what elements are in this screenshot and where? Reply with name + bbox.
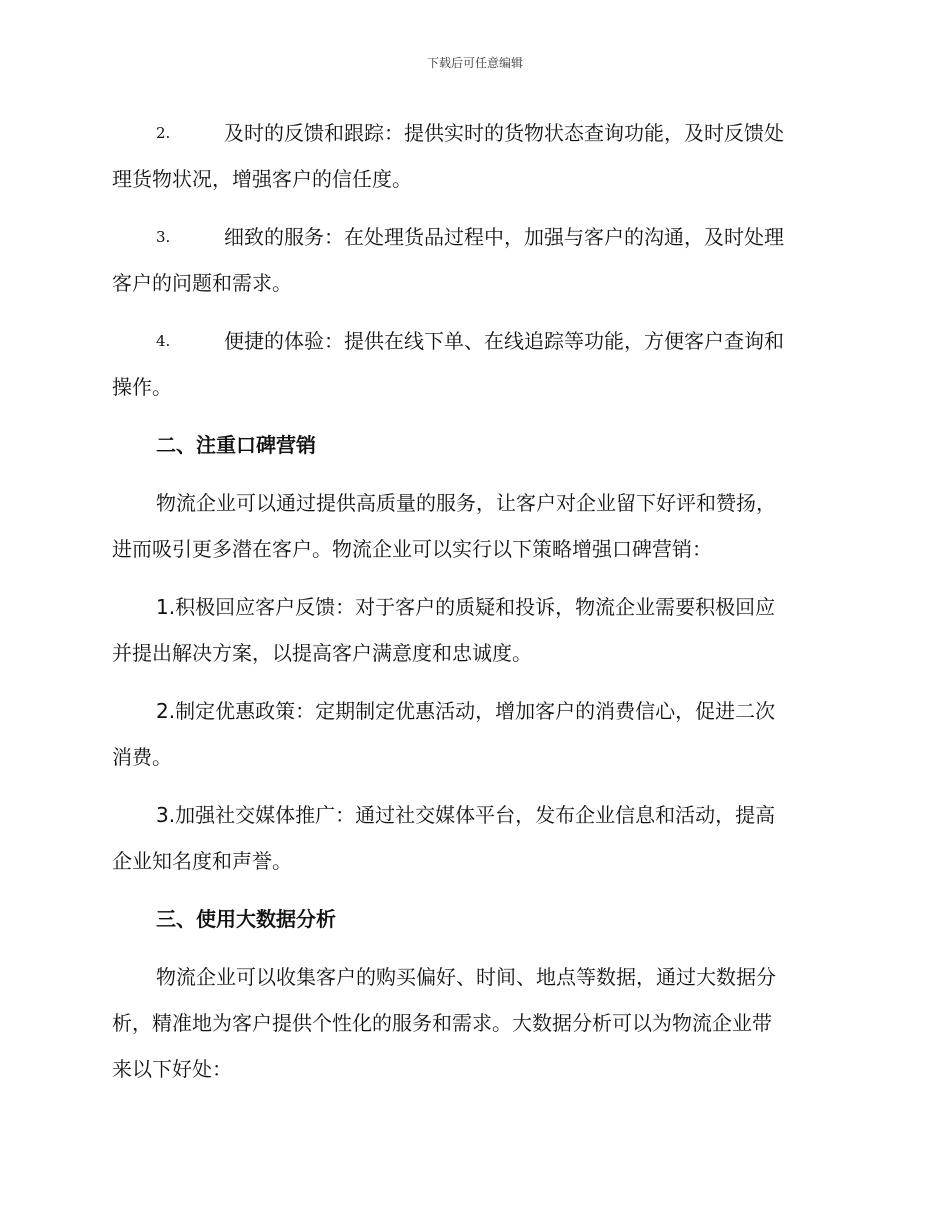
paragraph-line: 2.制定优惠政策：定期制定优惠活动，增加客户的消费信心，促进二次 bbox=[156, 699, 776, 723]
strategy-item bbox=[112, 584, 834, 676]
paragraph-line: 析，精准地为客户提供个性化的服务和需求。大数据分析可以为物流企业带 bbox=[112, 1011, 772, 1035]
item-number: 4. bbox=[156, 332, 171, 350]
section-intro bbox=[112, 954, 834, 1092]
paragraph-line: 并提出解决方案，以提高客户满意度和忠诚度。 bbox=[112, 641, 532, 665]
paragraph-line: 3.加强社交媒体推广：通过社交媒体平台，发布企业信息和活动，提高 bbox=[156, 803, 776, 827]
numbered-item bbox=[112, 110, 834, 202]
item-text-line1: 及时的反馈和跟踪：提供实时的货物状态查询功能，及时反馈处 bbox=[224, 121, 784, 145]
section-heading: 二、注重口碑营销 bbox=[156, 433, 316, 457]
item-number: 2. bbox=[156, 124, 171, 142]
paragraph-line: 企业知名度和声誉。 bbox=[112, 849, 292, 873]
item-text-line2: 理货物状况，增强客户的信任度。 bbox=[112, 167, 412, 191]
paragraph-line: 进而吸引更多潜在客户。物流企业可以实行以下策略增强口碑营销： bbox=[112, 537, 712, 561]
paragraph-line: 来以下好处： bbox=[112, 1057, 232, 1081]
item-text-line2: 客户的问题和需求。 bbox=[112, 271, 292, 295]
item-number: 3. bbox=[156, 228, 171, 246]
paragraph-line: 1.积极回应客户反馈：对于客户的质疑和投诉，物流企业需要积极回应 bbox=[156, 595, 776, 619]
section-heading: 三、使用大数据分析 bbox=[156, 907, 336, 931]
strategy-item bbox=[112, 688, 834, 780]
document-body bbox=[112, 110, 834, 1104]
paragraph-line: 物流企业可以通过提供高质量的服务，让客户对企业留下好评和赞扬， bbox=[156, 491, 776, 515]
item-text-line2: 操作。 bbox=[112, 375, 172, 399]
section-intro bbox=[112, 480, 834, 572]
paragraph-line: 物流企业可以收集客户的购买偏好、时间、地点等数据，通过大数据分 bbox=[156, 965, 776, 989]
numbered-item bbox=[112, 214, 834, 306]
page-header: 下载后可任意编辑 bbox=[426, 56, 523, 70]
strategy-item bbox=[112, 792, 834, 884]
item-text-line1: 细致的服务：在处理货品过程中，加强与客户的沟通，及时处理 bbox=[224, 225, 784, 249]
numbered-item bbox=[112, 318, 834, 410]
item-text-line1: 便捷的体验：提供在线下单、在线追踪等功能，方便客户查询和 bbox=[224, 329, 784, 353]
paragraph-line: 消费。 bbox=[112, 745, 172, 769]
